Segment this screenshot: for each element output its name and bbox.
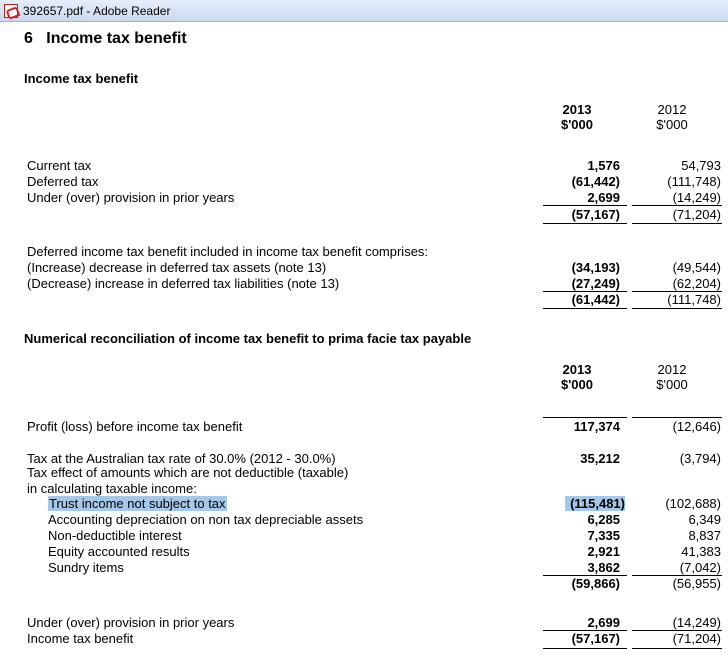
rule <box>543 417 627 418</box>
section-number: 6 <box>24 30 33 47</box>
row-taxrate-line1: Tax at the Australian tax rate of 30.0% (2012 - 30.0%) <box>27 451 336 466</box>
row-taxrate-2013: 35,212 <box>580 451 620 466</box>
row-under-over-2012: (14,249) <box>672 190 721 205</box>
row-interest-label: Non-deductible interest <box>48 528 182 543</box>
row-deferred-liabilities-2013: (27,249) <box>571 276 620 291</box>
row-profit-2013: 117,374 <box>573 419 620 434</box>
row-interest-2012: 8,837 <box>688 528 721 543</box>
table1-total-2013: (57,167) <box>571 207 620 222</box>
table1-col-2013: 2013 $'000 <box>560 102 593 132</box>
row-profit-2012: (12,646) <box>672 419 721 434</box>
table2-intro: Deferred income tax benefit included in income tax benefit comprises: <box>27 244 429 259</box>
rule <box>543 205 627 206</box>
row-underover2-2012: (14,249) <box>672 615 721 630</box>
row-equity-2012: 41,383 <box>681 544 721 559</box>
table3-col-2012: 2012 $'000 <box>656 362 688 392</box>
table1-total-2012: (71,204) <box>672 207 721 222</box>
rule <box>632 648 722 649</box>
row-depreciation-2012: 6,349 <box>688 512 721 527</box>
row-sundry-label: Sundry items <box>48 560 124 575</box>
table1-col-2012: 2012 $'000 <box>656 102 688 132</box>
table1-heading: Income tax benefit <box>24 71 139 86</box>
row-equity-label: Equity accounted results <box>48 544 190 559</box>
window-titlebar <box>0 0 728 22</box>
row-deferred-assets-label: (Increase) decrease in deferred tax assets (note 13) <box>27 260 327 275</box>
row-equity-2013: 2,921 <box>587 544 620 559</box>
rule <box>543 308 627 309</box>
row-deferred-assets-2013: (34,193) <box>571 260 620 275</box>
row-taxrate-line3: in calculating taxable income: <box>27 481 197 496</box>
row-current-tax-2013: 1,576 <box>587 158 620 173</box>
row-deferred-tax-2012: (111,748) <box>667 174 721 189</box>
row-under-over-2013: 2,699 <box>587 190 620 205</box>
row-deferred-liabilities-label: (Decrease) increase in deferred tax liabilities (note 13) <box>27 276 340 291</box>
rule <box>632 205 722 206</box>
row-current-tax-label: Current tax <box>27 158 92 173</box>
row-benefit-2012: (71,204) <box>672 631 721 646</box>
rule <box>632 417 722 418</box>
row-current-tax-2012: 54,793 <box>681 158 721 173</box>
row-depreciation-label: Accounting depreciation on non tax depreciable assets <box>48 512 364 527</box>
row-sundry-2013: 3,862 <box>587 560 620 575</box>
pdf-icon <box>4 4 18 18</box>
row-benefit-2013: (57,167) <box>571 631 620 646</box>
row-sundry-2012: (7,042) <box>679 560 721 575</box>
table3-subtotal-2012: (56,955) <box>672 576 721 591</box>
row-benefit-label: Income tax benefit <box>27 631 134 646</box>
row-underover2-2013: 2,699 <box>587 615 620 630</box>
document-page <box>0 23 728 655</box>
row-under-over-label: Under (over) provision in prior years <box>27 190 235 205</box>
row-depreciation-2013: 6,285 <box>587 512 620 527</box>
table3-col-2013: 2013 $'000 <box>560 362 593 392</box>
row-underover2-label: Under (over) provision in prior years <box>27 615 235 630</box>
table3-subtotal-2013: (59,866) <box>571 576 620 591</box>
rule <box>543 223 627 224</box>
row-taxrate-line2: Tax effect of amounts which are not deductible (taxable) <box>27 465 349 480</box>
row-deferred-liabilities-2012: (62,204) <box>672 276 721 291</box>
row-interest-2013: 7,335 <box>587 528 620 543</box>
table2-total-2013: (61,442) <box>571 292 620 307</box>
table2-total-2012: (111,748) <box>667 292 721 307</box>
row-trust-income-label: Trust income not subject to tax <box>49 496 226 511</box>
row-trust-income-2012: (102,688) <box>665 496 721 511</box>
section-title: Income tax benefit <box>46 30 187 47</box>
rule <box>632 223 722 224</box>
row-deferred-tax-label: Deferred tax <box>27 174 99 189</box>
row-trust-income-2013: (115,481) <box>565 496 625 511</box>
row-taxrate-2012: (3,794) <box>679 451 721 466</box>
rule <box>543 648 627 649</box>
table3-heading: Numerical reconciliation of income tax benefit to prima facie tax payable <box>24 331 472 346</box>
row-deferred-assets-2012: (49,544) <box>672 260 721 275</box>
row-deferred-tax-2013: (61,442) <box>571 174 620 189</box>
rule <box>632 308 722 309</box>
row-profit-label: Profit (loss) before income tax benefit <box>27 419 243 434</box>
window-title: 392657.pdf - Adobe Reader <box>23 4 171 18</box>
section-heading <box>24 30 187 48</box>
